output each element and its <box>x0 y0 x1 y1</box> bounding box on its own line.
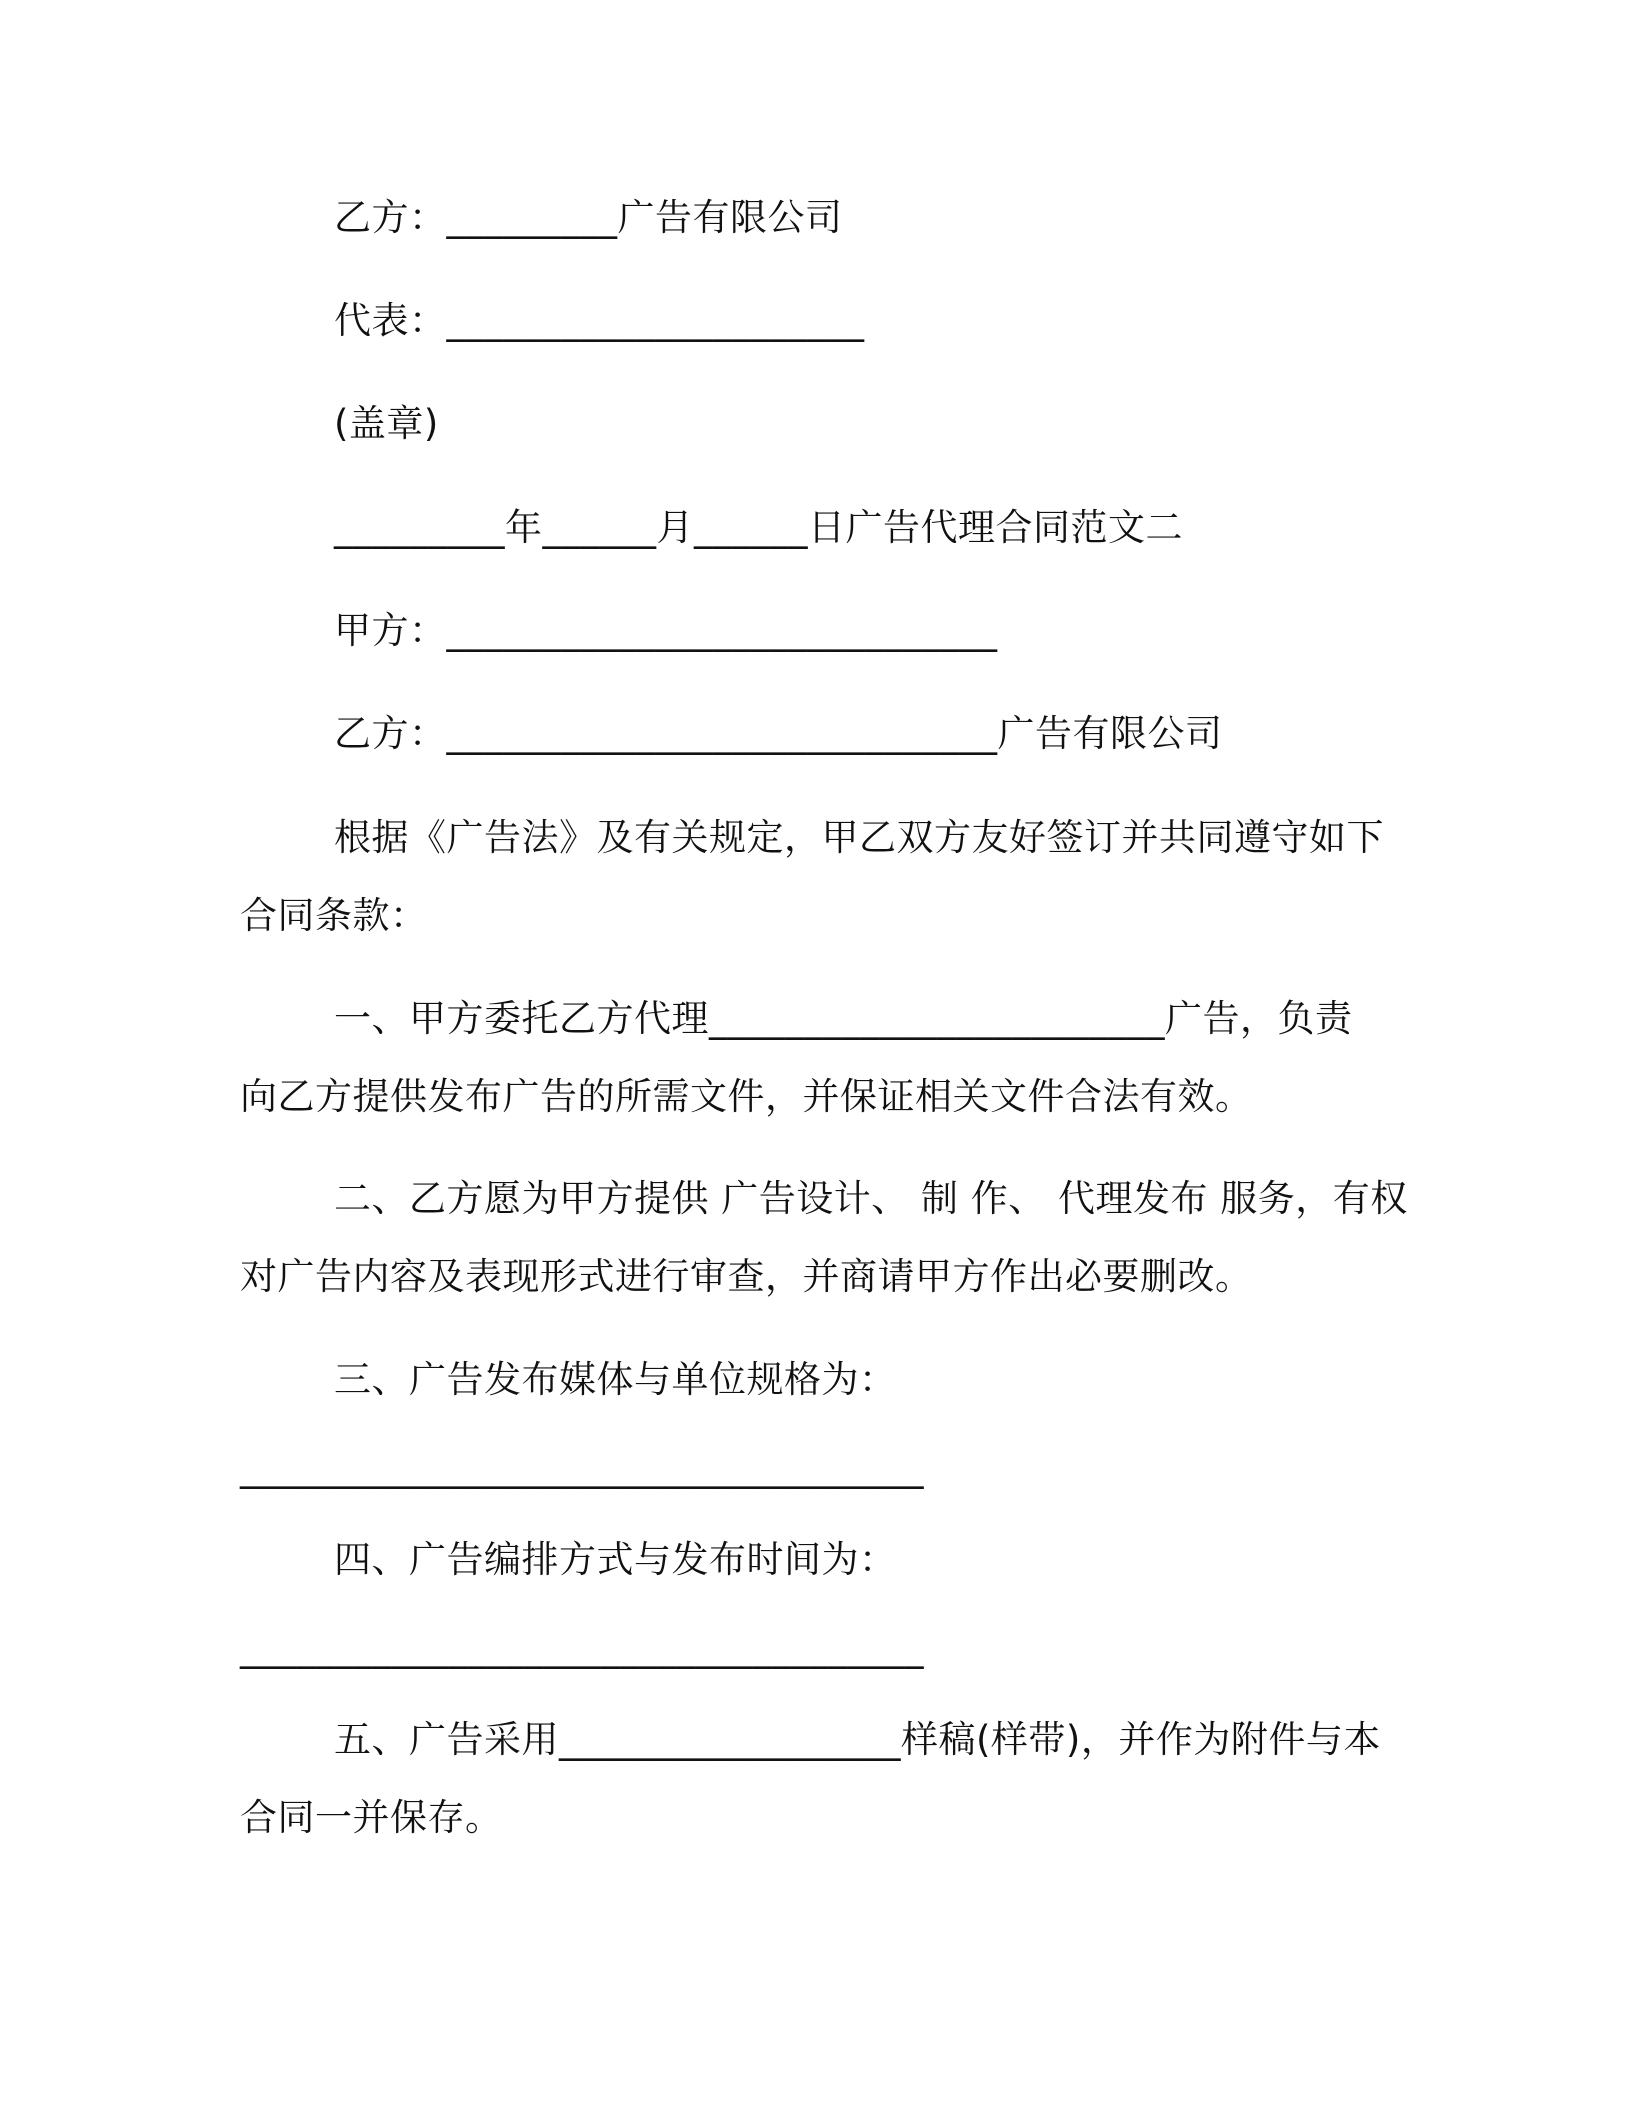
date-title-line: _________年______月______日广告代理合同范文二 <box>334 506 1183 549</box>
clause-5-line-2: 合同一并保存。 <box>240 1796 503 1839</box>
party-a-line: 甲方：_____________________________ <box>334 609 998 652</box>
clause-2-line-2: 对广告内容及表现形式进行审查，并商请甲方作出必要删改。 <box>240 1255 1253 1298</box>
clause-3-line: 三、广告发布媒体与单位规格为： <box>334 1358 897 1401</box>
intro-paragraph-line-2: 合同条款： <box>240 894 428 937</box>
party-b-line: 乙方：_________广告有限公司 <box>334 196 843 239</box>
intro-paragraph-line-1: 根据《广告法》及有关规定，甲乙双方友好签订并共同遵守如下 <box>334 816 1384 859</box>
clause-5-line-1: 五、广告采用__________________样稿(样带)，并作为附件与本 <box>334 1718 1381 1761</box>
clause-4-blank-line: ____________________________________ <box>240 1626 924 1669</box>
representative-line: 代表：______________________ <box>334 299 865 342</box>
clause-2-line-1: 二、乙方愿为甲方提供 广告设计、 制 作、 代理发布 服务，有权 <box>334 1177 1408 1220</box>
clause-4-line: 四、广告编排方式与发布时间为： <box>334 1538 897 1581</box>
seal-line: (盖章) <box>334 402 439 445</box>
clause-3-blank-line: ____________________________________ <box>240 1446 924 1489</box>
party-b-line-2: 乙方：_____________________________广告有限公司 <box>334 712 1223 755</box>
clause-1-line-1: 一、甲方委托乙方代理________________________广告，负责 <box>334 997 1353 1040</box>
clause-1-line-2: 向乙方提供发布广告的所需文件，并保证相关文件合法有效。 <box>240 1075 1253 1118</box>
